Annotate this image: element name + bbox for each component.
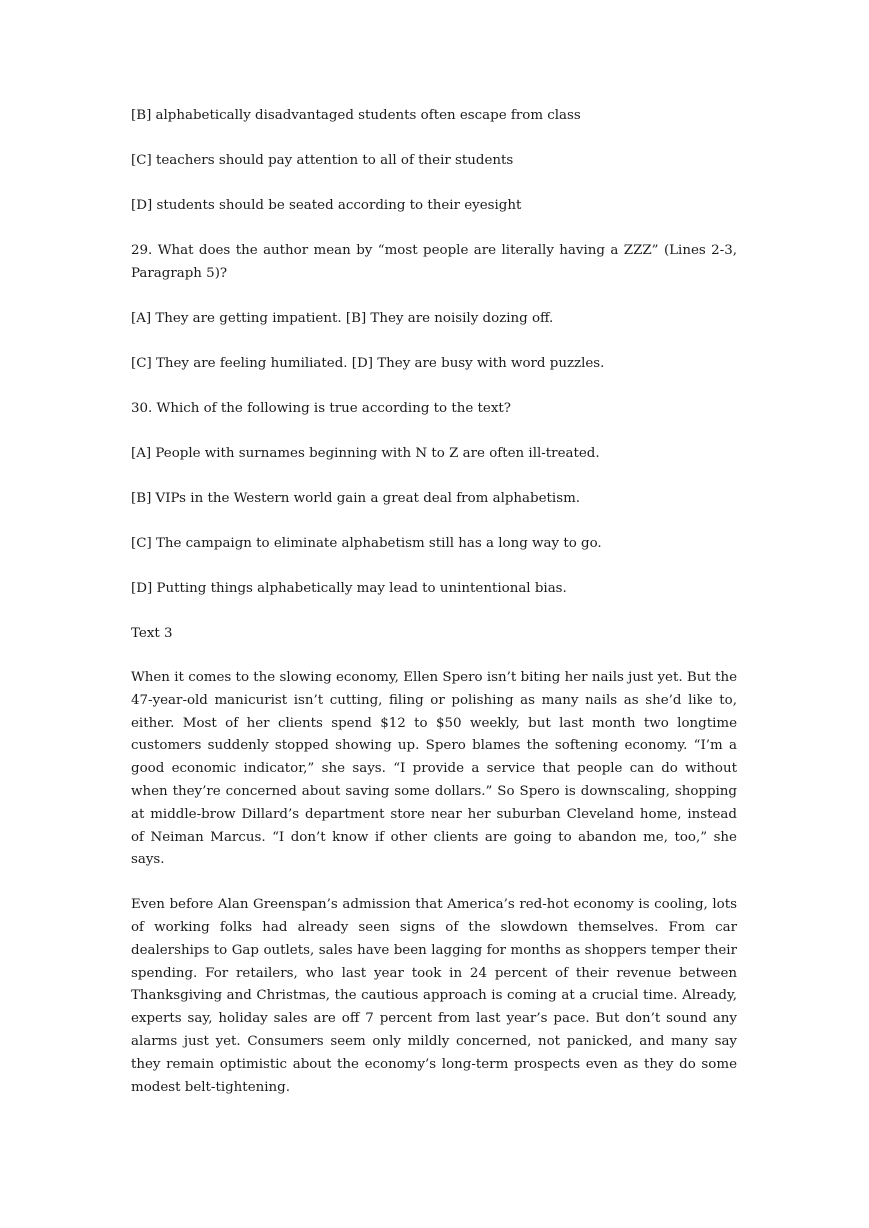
text3-paragraph-2: Even before Alan Greenspan’s admission that America’s red-hot economy is cooling, lots of working folks had already seen signs of the slowdown themselves. From car dealerships to Gap outlets, sales have been lagging for months as shoppers temper their spending. For retailers, who last year took in 24 percent of their revenue between Thanksgiving and Christmas, the cautious approach is coming at a crucial time. Already, experts say, holiday sales are off 7 percent from last year’s pace. But don’t sound any alarms just yet. Consumers seem only mildly concerned, not panicked, and many say they remain optimistic about the economy’s long-term prospects even as they do some modest belt-tightening. [131, 897, 737, 1095]
q30-option-b: [B] VIPs in the Western world gain a great deal from alphabetism. [131, 491, 581, 506]
q29-options-cd: [C] They are feeling humiliated. [D] They are busy with word puzzles. [131, 356, 605, 371]
q29-options-ab: [A] They are getting impatient. [B] They are noisily dozing off. [131, 311, 554, 326]
text3-paragraph-1: When it comes to the slowing economy, Ellen Spero isn’t biting her nails just yet. But the 47-year-old manicurist isn’t cutting, filing or polishing as many nails as she’d like to, either. Most of her clients spend $12 to $50 weekly, but last month two longtime customers suddenly stopped showing up. Spero blames the softening economy. “I’m a good economic indicator,” she says. “I provide a service that people can do without when they’re concerned about saving some dollars.” So Spero is downscaling, shopping at middle-brow Dillard’s department store near her suburban Cleveland home, instead of Neiman Marcus. “I don’t know if other clients are going to abandon me, too,” she says. [131, 670, 737, 868]
q29-stem: 29. What does the author mean by “most people are literally having a ZZZ” (Lines 2-3, Paragraph 5)? [131, 243, 737, 281]
text3-heading: Text 3 [131, 626, 173, 641]
document-page [131, 104, 737, 1121]
q30-option-d: [D] Putting things alphabetically may lead to unintentional bias. [131, 581, 567, 596]
q28-option-b: [B] alphabetically disadvantaged students often escape from class [131, 108, 581, 123]
q28-option-d: [D] students should be seated according to their eyesight [131, 198, 522, 213]
q30-option-a: [A] People with surnames beginning with N to Z are often ill-treated. [131, 446, 600, 461]
q28-option-c: [C] teachers should pay attention to all of their students [131, 153, 514, 168]
q30-stem: 30. Which of the following is true according to the text? [131, 401, 511, 416]
q30-option-c: [C] The campaign to eliminate alphabetism still has a long way to go. [131, 536, 602, 551]
